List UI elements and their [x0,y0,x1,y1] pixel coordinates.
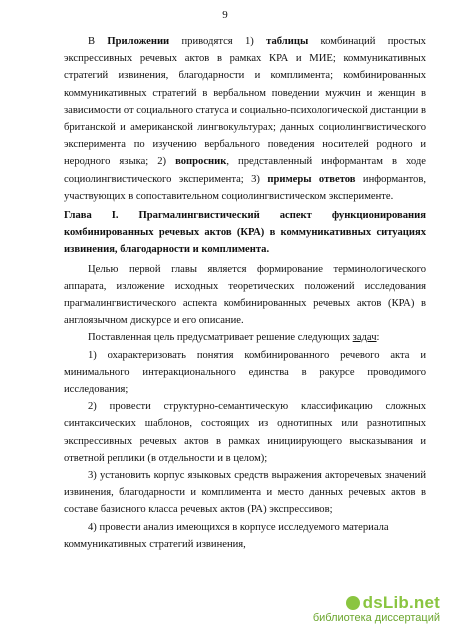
goal-paragraph: Целью первой главы является формирование терминологического аппарата, изложение исходных теоретических положений исследования прагмалингвистического аспекта комбинированных речевых актов (КРА) в англоязычном дискурсе и его описание. [64,263,426,327]
text-run: В [88,36,108,47]
chapter-heading: Глава I. Прагмалингвистический аспект функционирования комбинированных речевых актов (КРА) в коммуникативных ситуациях извинения, благодарности и комплимента. [64,210,426,256]
bold-term-questionnaire: вопросник [175,156,227,168]
watermark-subtitle: библиотека диссертаций [312,612,440,624]
dslib-watermark [313,593,440,624]
bold-term-tables: таблицы [266,36,309,47]
text-run: приводятся 1) [169,36,267,47]
bold-term-appendix: Приложении [107,36,170,47]
task-item-1: 1) охарактеризовать понятия комбинированного речевого акта и минимального интеракционального единства в ракурсе проводимого исследования; [64,349,426,396]
underlined-term-tasks: задач [352,332,377,344]
text-run: Поставленная цель предусматривает решение следующих [88,332,353,344]
dslib-logo [313,593,440,613]
task-item-2: 2) провести структурно-семантическую классификацию сложных синтаксических шаблонов, состоящих из однотипных или разнотипных экспрессивных речевых актов в рамках инициирующего высказывания и ответной реплики (в отдельности и в целом); [64,401,426,464]
task-item-3: 3) установить корпус языковых средств выражения акторечевых значений извинения, благодарности и комплимента и место данных речевых актов в составе базисного класса речевых актов (РА) экспрессивов; [64,470,426,516]
text-run: комбинаций простых экспрессивных речевых актов в рамках КРА и МИЕ; коммуникативных стратегий извинения, благодарности и комплимента; комбинированных коммуникативных стратегий в вербальном поведении мужчин и женщин в зависимости от социального статуса и социально-психологической дистанции в британской и американской лингвокультурах; данных социолингвистического эксперимента по изучению вербального поведения носителей родного и неродного языка; 2) [64,36,426,168]
text-run: , представленный информантам в ходе социолингвистического эксперимента; 3) [64,156,426,185]
bold-term-answer-examples: примеры ответов [267,173,356,185]
logo-ds: ds [362,593,383,612]
text-run: : [376,332,380,344]
document-body [64,33,426,553]
tasks-intro-paragraph [64,329,426,346]
page-number: 9 [222,9,228,21]
text-run: информантов, участвующих в сопоставительном социолингвистическом эксперименте. [64,173,426,202]
dslib-logo-icon [346,596,360,610]
task-item-4: 4) провести анализ имеющихся в корпусе исследуемого материала коммуникативных стратегий извинения, [64,521,389,550]
logo-lib: Lib [382,593,409,612]
logo-net: .net [408,593,440,612]
appendix-paragraph [64,33,426,205]
